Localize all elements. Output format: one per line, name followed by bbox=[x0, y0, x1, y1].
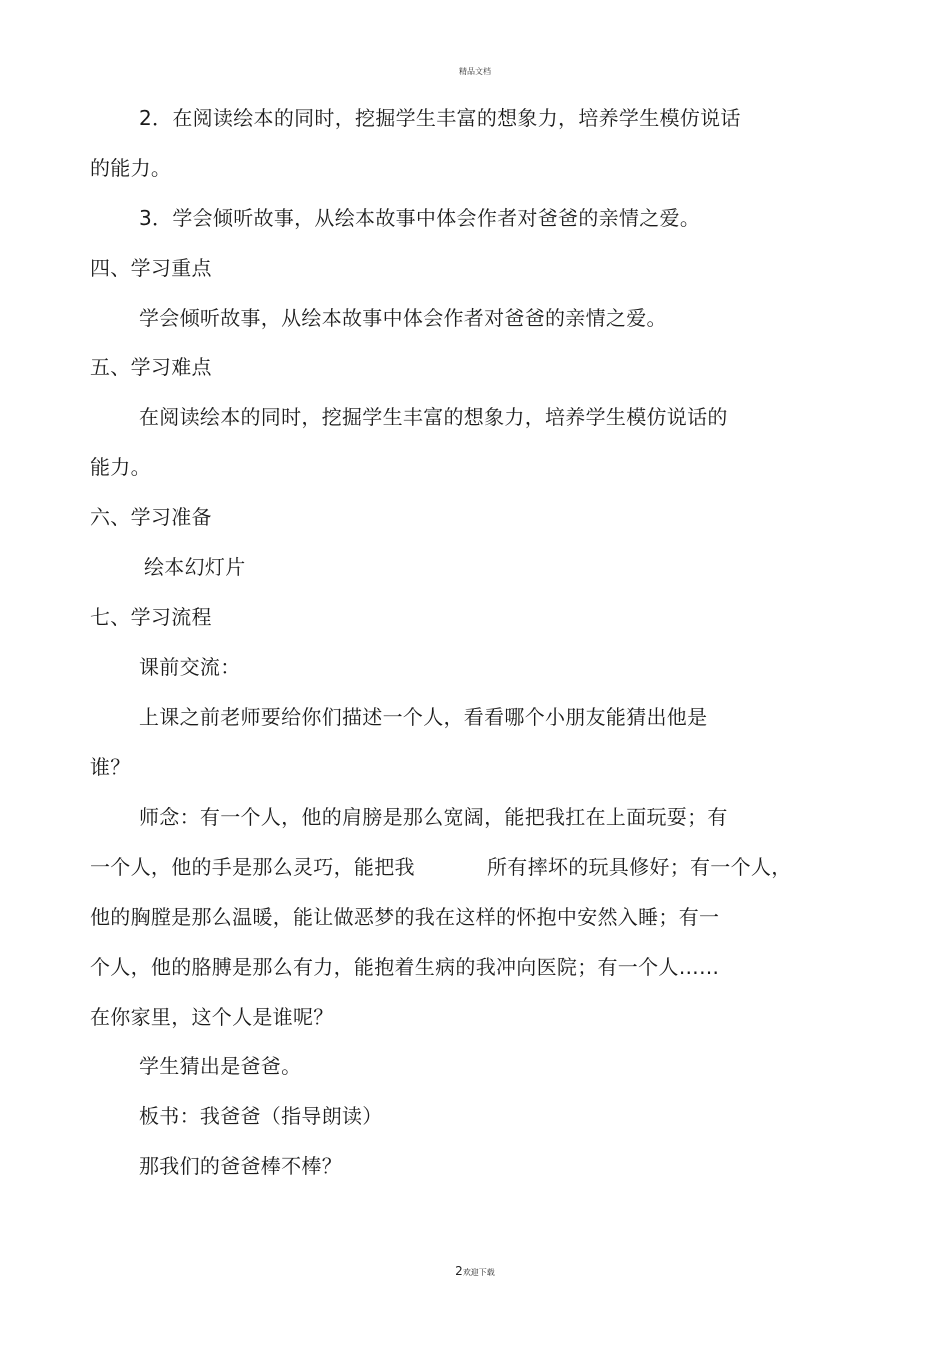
teacher-intro-line-2: 谁？ bbox=[90, 755, 131, 779]
teacher-reading-line-5: 在你家里，这个人是谁呢？ bbox=[90, 1005, 334, 1029]
teacher-reading-line-4: 个人，他的胳膊是那么有力，能抱着生病的我冲向医院；有一个人…… bbox=[90, 955, 720, 979]
footer-text: 欢迎下载 bbox=[462, 1268, 495, 1277]
objective-2-line-1: 2．在阅读绘本的同时，挖掘学生丰富的想象力，培养学生模仿说话 bbox=[139, 106, 741, 130]
section-heading-difficulties: 五、学习难点 bbox=[90, 355, 212, 379]
difficulties-text-line-2: 能力。 bbox=[90, 455, 151, 479]
key-points-text: 学会倾听故事，从绘本故事中体会作者对爸爸的亲情之爱。 bbox=[139, 306, 667, 330]
section-heading-key-points: 四、学习重点 bbox=[90, 256, 212, 280]
teacher-reading-line-2a: 一个人，他的手是那么灵巧，能把我 bbox=[90, 855, 415, 879]
question-line: 那我们的爸爸棒不棒？ bbox=[139, 1154, 342, 1178]
objective-2-line-2: 的能力。 bbox=[90, 156, 172, 180]
section-heading-preparation: 六、学习准备 bbox=[90, 505, 212, 529]
difficulties-text-line-1: 在阅读绘本的同时，挖掘学生丰富的想象力，培养学生模仿说话的 bbox=[139, 405, 728, 429]
section-heading-process: 七、学习流程 bbox=[90, 605, 212, 629]
page-header: 精品文档 bbox=[459, 67, 491, 76]
student-answer: 学生猜出是爸爸。 bbox=[139, 1054, 302, 1078]
teacher-reading-line-1: 师念：有一个人，他的肩膀是那么宽阔，能把我扛在上面玩耍；有 bbox=[139, 805, 728, 829]
page-number: 2 bbox=[455, 1264, 463, 1278]
teacher-reading-line-3: 他的胸膛是那么温暖，能让做恶梦的我在这样的怀抱中安然入睡；有一 bbox=[90, 905, 720, 929]
blackboard-note: 板书：我爸爸（指导朗读） bbox=[139, 1104, 383, 1128]
pre-class-exchange-label: 课前交流： bbox=[139, 655, 241, 679]
teacher-reading-line-2b: 所有摔坏的玩具修好；有一个人， bbox=[487, 855, 792, 879]
page-footer bbox=[0, 1260, 950, 1279]
objective-3: 3．学会倾听故事，从绘本故事中体会作者对爸爸的亲情之爱。 bbox=[139, 206, 701, 230]
teacher-intro-line-1: 上课之前老师要给你们描述一个人，看看哪个小朋友能猜出他是 bbox=[139, 705, 708, 729]
preparation-text: 绘本幻灯片 bbox=[144, 555, 246, 579]
